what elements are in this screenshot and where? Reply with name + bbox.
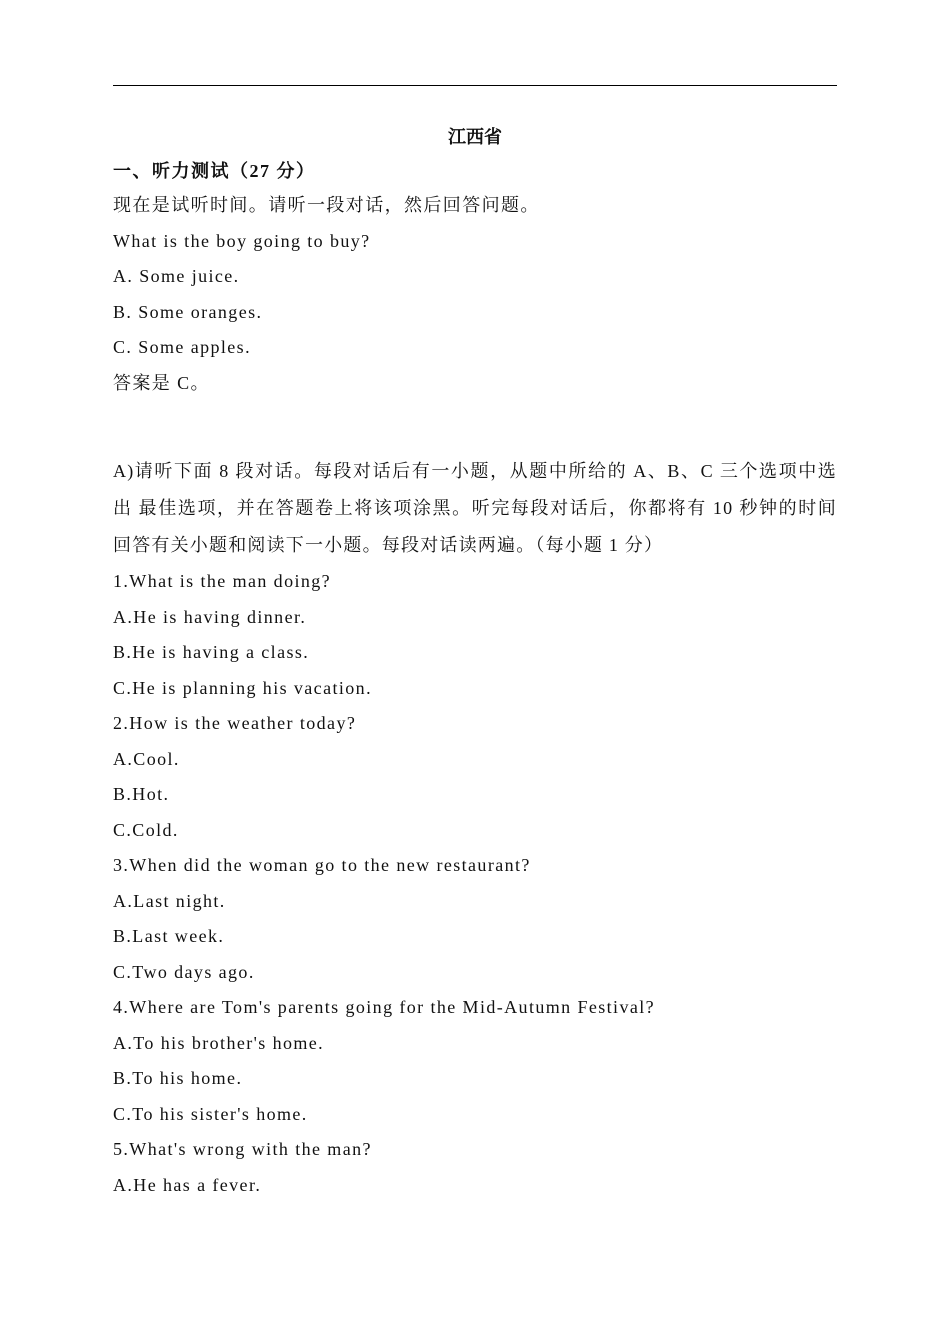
- question-option: A.Cool.: [113, 748, 180, 769]
- question-stem: 1.What is the man doing?: [113, 571, 332, 591]
- part-a-instructions: A)请听下面 8 段对话。每段对话后有一小题，从题中所给的 A、B、C 三个选项中选出 最佳选项，并在答题卷上将该项涂黑。听完每段对话后，你都将有 10 秒钟的时间回答有关小题和阅读下一小题。每段对话读两遍。（每小题 1 分）: [113, 461, 837, 555]
- question-option: A.He is having dinner.: [113, 606, 307, 627]
- document-page: [113, 120, 837, 1203]
- question-option: C.Two days ago.: [113, 961, 255, 982]
- sample-question: What is the boy going to buy?: [113, 230, 371, 251]
- question-option: C.He is planning his vacation.: [113, 677, 372, 698]
- question-1: [113, 564, 837, 706]
- question-list: [113, 564, 837, 1203]
- question-2: [113, 706, 837, 848]
- question-option: B.Last week.: [113, 926, 225, 946]
- question-stem: 4.Where are Tom's parents going for the Mid-Autumn Festival?: [113, 997, 656, 1017]
- sample-answer: 答案是 C。: [113, 372, 210, 393]
- sample-option-a: A. Some juice.: [113, 266, 240, 286]
- question-stem: 3.When did the woman go to the new restaurant?: [113, 855, 531, 875]
- sample-block: [113, 188, 837, 401]
- sample-intro: 现在是试听时间。请听一段对话，然后回答问题。: [113, 195, 540, 215]
- question-option: A.To his brother's home.: [113, 1032, 325, 1053]
- question-option: B.Hot.: [113, 784, 170, 804]
- question-option: C.To his sister's home.: [113, 1103, 308, 1124]
- sample-option-b: B. Some oranges.: [113, 301, 263, 322]
- question-4: [113, 990, 837, 1132]
- sample-option-c: C. Some apples.: [113, 337, 251, 357]
- document-title: 江西省: [448, 127, 502, 147]
- section-heading: 一、听力测试（27 分）: [113, 161, 316, 181]
- question-option: B.He is having a class.: [113, 642, 310, 662]
- question-stem: 5.What's wrong with the man?: [113, 1139, 372, 1159]
- question-3: [113, 848, 837, 990]
- blank-space: [113, 401, 837, 453]
- question-option: A.He has a fever.: [113, 1174, 262, 1195]
- question-option: B.To his home.: [113, 1068, 243, 1088]
- header-rule: [113, 85, 837, 86]
- question-stem: 2.How is the weather today?: [113, 713, 357, 733]
- question-option: C.Cold.: [113, 819, 179, 840]
- question-option: A.Last night.: [113, 890, 226, 911]
- question-5: [113, 1132, 837, 1203]
